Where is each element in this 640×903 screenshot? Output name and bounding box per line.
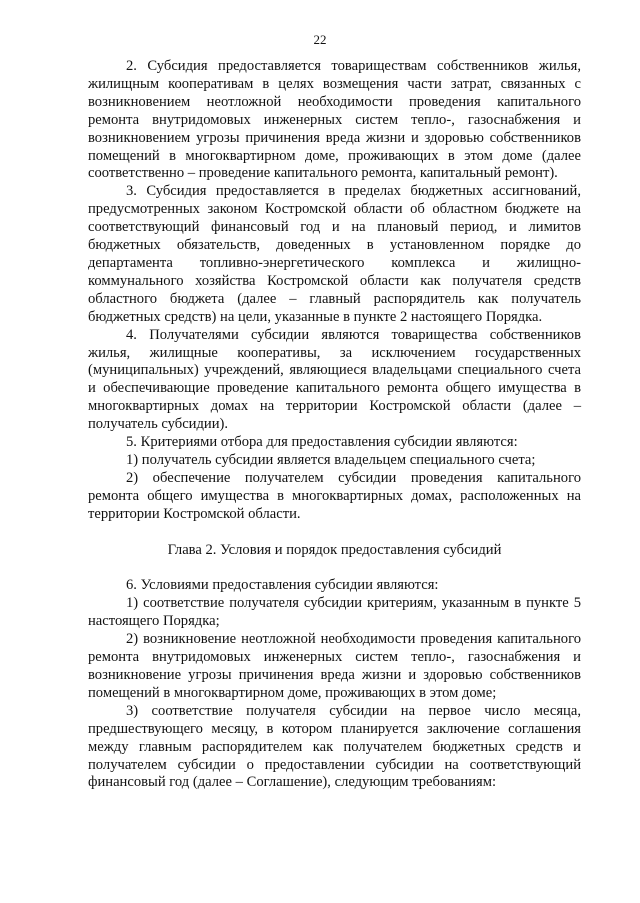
paragraph-5-item-2: 2) обеспечение получателем субсидии проведения капитального ремонта общего имущества в многоквартирных домах, расположенных на территории Костромской области. <box>88 469 581 522</box>
paragraph-4: 4. Получателями субсидии являются товарищества собственников жилья, жилищные кооперативы, за исключением государственных (муниципальных) учреждений, являющиеся владельцами специального счета и обеспечивающие проведение капитального ремонта общего имущества в многоквартирных домах на территории Костромской области (далее – получатель субсидии). <box>88 326 581 433</box>
paragraph-6: 6. Условиями предоставления субсидии являются: <box>126 577 439 594</box>
paragraph-6-item-2: 2) возникновение неотложной необходимости проведения капитального ремонта внутридомовых инженерных систем тепло-, газоснабжения и возникновение угрозы причинения вреда жизни и здоровью собственников помещений в многоквартирном доме, проживающих в этом доме; <box>88 631 581 701</box>
paragraph-6-item-3: 3) соответствие получателя субсидии на первое число месяца, предшествующего месяцу, в котором планируется заключение соглашения между главным распорядителем как получателем бюджетных средств и получателем субсидии о предоставлении субсидии на соответствующий финансовый год (далее – Соглашение), следующим требованиям: <box>88 702 581 791</box>
document-body <box>88 58 581 792</box>
paragraph-5-item-1: 1) получатель субсидии является владельцем специального счета; <box>126 451 536 468</box>
page-number: 22 <box>313 32 327 47</box>
paragraph-6-item-1: 1) соответствие получателя субсидии критериям, указанным в пункте 5 настоящего Порядка; <box>88 595 581 630</box>
paragraph-5: 5. Критериями отбора для предоставления субсидии являются: <box>126 434 518 451</box>
paragraph-2: 2. Субсидия предоставляется товариществам собственников жилья, жилищным кооперативам в целях возмещения части затрат, связанных с возникновением неотложной необходимости проведения капитального ремонта внутридомовых инженерных систем тепло-, газоснабжения и возникновением угрозы причинения вреда жизни и здоровью собственников помещений в многоквартирном доме, проживающих в этом доме (далее соответственно – проведение капитального ремонта, капитальный ремонт). <box>88 58 581 182</box>
chapter-heading: Глава 2. Условия и порядок предоставления субсидий <box>167 541 502 558</box>
paragraph-3: 3. Субсидия предоставляется в пределах бюджетных ассигнований, предусмотренных законом Костромской области об областном бюджете на соответствующий финансовый год и на плановый период, и лимитов бюджетных обязательств, доведенных в установленном порядке до департамента топливно-энергетического комплекса и жилищно-коммунального хозяйства Костромской области как получателя средств областного бюджета (далее – главный распорядитель как получатель бюджетных средств) на цели, указанные в пункте 2 настоящего Порядка. <box>88 183 581 325</box>
